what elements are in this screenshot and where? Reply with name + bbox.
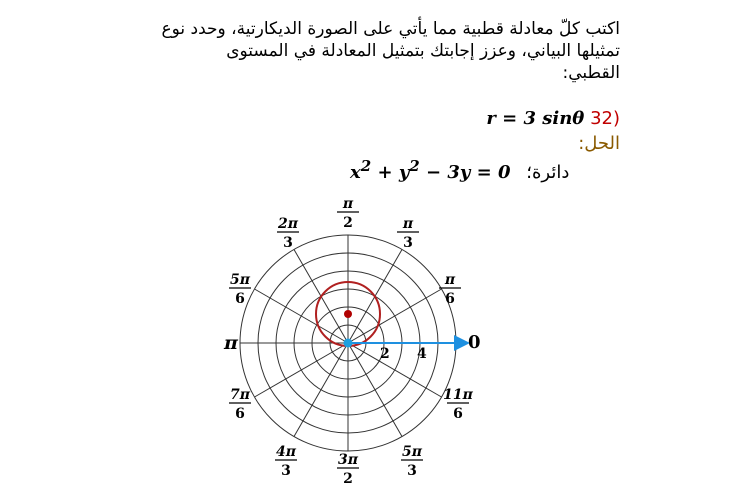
angle-label-denominator: 2: [343, 215, 353, 231]
angle-label-denominator: 6: [453, 406, 463, 422]
y-exponent: 2: [409, 157, 420, 175]
instructions-line-1: اكتب كلّ معادلة قطبية مما يأتي على الصورة الديكارتية، وحدد نوع: [161, 19, 620, 39]
angle-label-numerator: π: [402, 216, 414, 232]
grid-ray-8: [294, 343, 348, 437]
angle-label-numerator: 4π: [276, 444, 296, 460]
angle-label-denominator: 6: [235, 291, 245, 307]
angle-label-7: [337, 452, 359, 487]
angle-label-9: [443, 387, 473, 422]
angle-label-numerator: 3π: [338, 452, 358, 468]
angle-label-5: [229, 387, 251, 422]
curve-center-dot: [344, 310, 352, 318]
angle-label-denominator: 3: [407, 463, 417, 479]
radius-label-4: 4: [417, 346, 427, 362]
shape-type: دائرة؛: [526, 162, 570, 183]
solution-label: الحل:: [578, 133, 620, 154]
minus-term: − 3y = 0: [426, 162, 511, 183]
angle-label-0: [337, 196, 359, 231]
angle-label-denominator: 3: [283, 235, 293, 251]
x-exponent: 2: [360, 157, 372, 175]
grid-ray-10: [348, 343, 402, 437]
angle-label-numerator: 5π: [230, 272, 250, 288]
axis-label-zero: 0: [468, 332, 481, 353]
angle-label-6: [275, 444, 297, 479]
angle-label-3: [277, 216, 299, 251]
y-term: y: [398, 162, 410, 183]
angle-label-1: [397, 216, 419, 251]
pole-dot: [344, 339, 353, 348]
instructions-line-2: تمثيلها البياني، وعزز إجابتك بتمثيل المعادلة في المستوى: [226, 41, 620, 61]
axis-label-pi: π: [224, 332, 238, 354]
angle-label-8: [401, 444, 423, 479]
angle-label-numerator: 11π: [443, 387, 473, 403]
plus-sign: +: [377, 162, 393, 183]
angle-label-numerator: π: [342, 196, 354, 212]
grid-ray-5: [255, 289, 349, 343]
grid-ray-11: [348, 343, 442, 397]
x-term: x: [350, 162, 361, 183]
problem-number: (32: [590, 108, 620, 129]
polar-equation: r = 3 sinθ: [486, 108, 585, 129]
radius-label-2: 2: [380, 346, 390, 362]
angle-label-denominator: 6: [235, 406, 245, 422]
angle-label-numerator: π: [444, 272, 456, 288]
angle-label-numerator: 5π: [402, 444, 422, 460]
angle-label-denominator: 3: [403, 235, 413, 251]
angle-label-denominator: 2: [343, 471, 353, 487]
angle-label-denominator: 6: [445, 291, 455, 307]
angle-label-numerator: 7π: [230, 387, 250, 403]
grid-ray-1: [348, 289, 442, 343]
grid-ray-7: [255, 343, 349, 397]
instructions-line-3: القطبي:: [562, 63, 620, 83]
angle-label-denominator: 3: [281, 463, 291, 479]
angle-label-numerator: 2π: [278, 216, 298, 232]
